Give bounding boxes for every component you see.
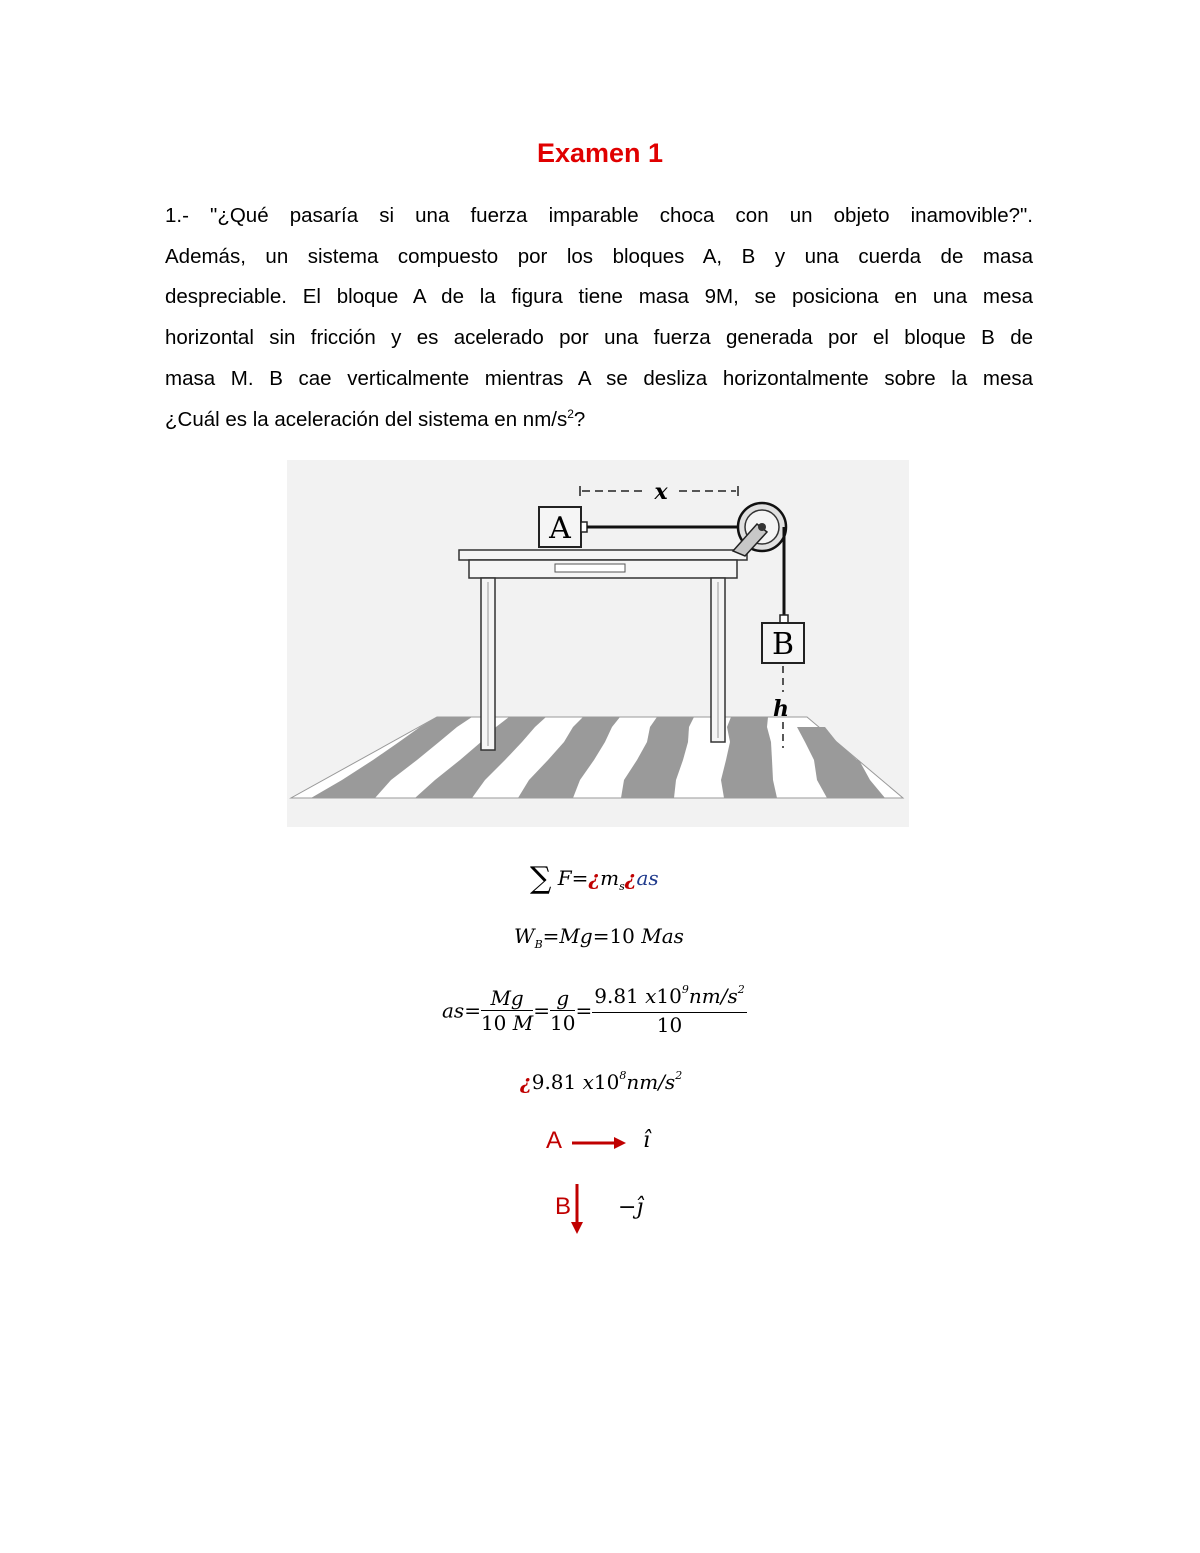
table-pulley-diagram: [287, 460, 909, 827]
block-b-label: B: [771, 627, 795, 662]
unit-vector-i: î: [643, 1128, 651, 1153]
equation-weight: $W_B=Mg=10$ Mas: [514, 924, 684, 951]
pulley: [733, 503, 786, 556]
arrow-right-icon: [570, 1132, 630, 1154]
vector-a-label: A: [546, 1127, 563, 1154]
question-text: [165, 196, 1033, 440]
vector-b-label: B: [555, 1193, 572, 1220]
question-line: Además, un sistema compuesto por los bloques A, B y una cuerda de masa: [165, 244, 1033, 268]
question-line: masa M. B cae verticalmente mientras A se desliza horizontalmente sobre la mesa: [165, 366, 1033, 390]
x-label: x: [654, 479, 668, 505]
question-line: horizontal sin fricción y es acelerado por una fuerza generada por el bloque B de: [165, 326, 1033, 350]
block-a-label: A: [549, 511, 571, 546]
question-line: despreciable. El bloque A de la figura tiene masa 9M, se posiciona en una mesa: [165, 285, 1033, 309]
equation-acceleration-fraction: as= $\frac{Mg}{10 M}$ = $\frac{g}{10}$ = $\frac{9.81 x10^9nm/s^2}{10}$: [442, 983, 745, 1037]
question-line: 1.- "¿Qué pasaría si una fuerza imparable choca con un objeto inamovible?".: [165, 204, 1033, 227]
equation-sum-forces: ∑ $F=¿m_s¿as$: [530, 861, 659, 896]
page-title: Examen 1: [536, 138, 664, 168]
question-last-line: ¿Cuál es la aceleración del sistema en $nm/s^2$?: [165, 406, 586, 431]
arrow-down-icon: [568, 1182, 588, 1238]
physics-figure: [287, 460, 909, 827]
equation-result: ¿9.81 $x10^8nm/s^2$: [520, 1069, 683, 1094]
unit-vector-neg-j: −ĵ: [618, 1195, 644, 1220]
h-label: h: [773, 696, 789, 722]
checkered-floor: [291, 717, 903, 798]
